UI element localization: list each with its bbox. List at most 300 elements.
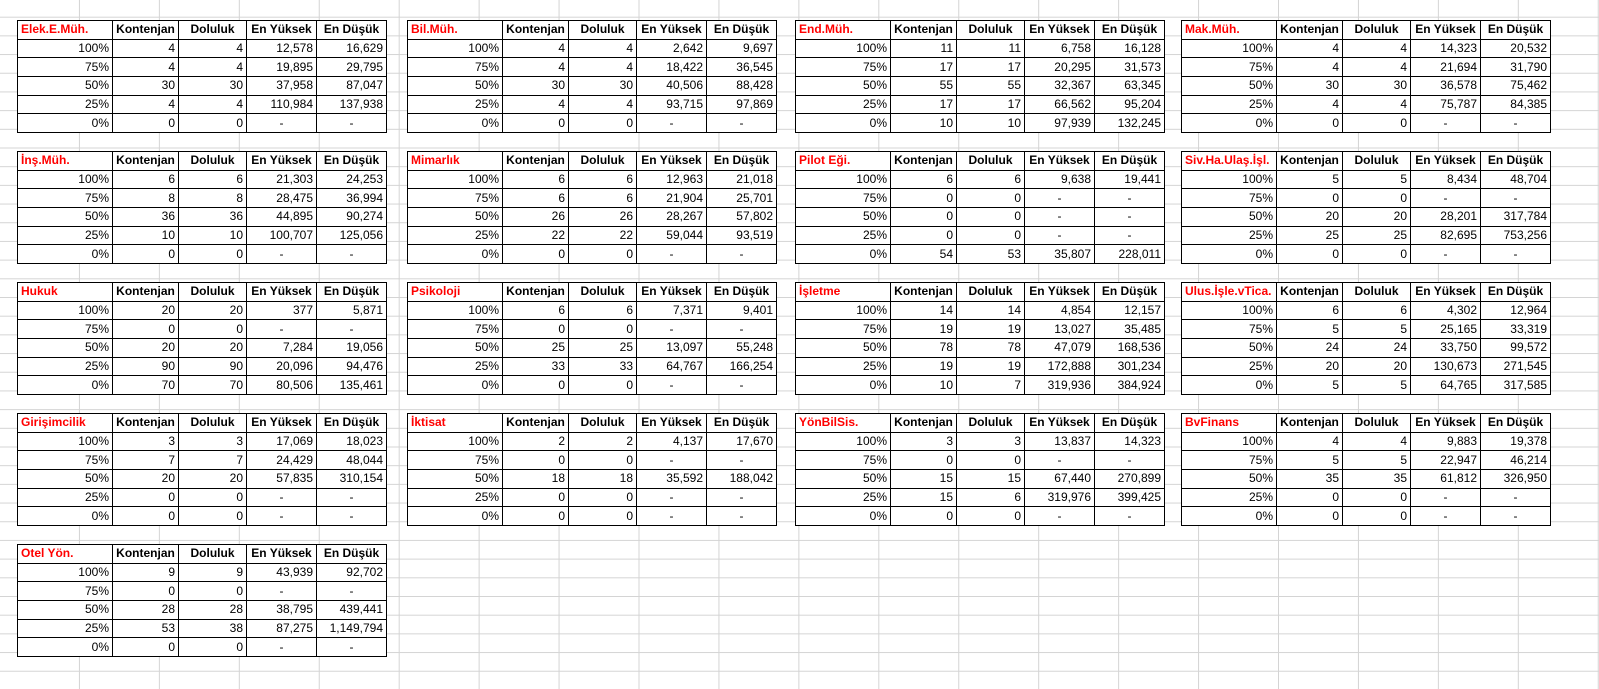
percentage-cell[interactable]: 100% [1182,39,1277,58]
value-cell[interactable]: - [1481,114,1551,133]
column-header-cell[interactable]: Kontenjan [113,152,179,171]
value-cell[interactable]: - [1411,507,1481,526]
value-cell[interactable]: 4 [503,95,569,114]
column-header-cell[interactable]: Kontenjan [1277,21,1343,40]
value-cell[interactable]: 0 [891,208,957,227]
percentage-cell[interactable]: 0% [408,114,503,133]
value-cell[interactable]: 84,385 [1481,95,1551,114]
column-header-cell[interactable]: En Yüksek [247,545,317,564]
value-cell[interactable]: 100,707 [247,226,317,245]
percentage-cell[interactable]: 50% [408,339,503,358]
value-cell[interactable]: 19 [957,320,1025,339]
value-cell[interactable]: 33 [569,357,637,376]
value-cell[interactable]: - [1411,189,1481,208]
value-cell[interactable]: 5 [1277,320,1343,339]
program-name-cell[interactable]: Mak.Müh. [1182,21,1277,40]
value-cell[interactable]: 0 [1277,114,1343,133]
value-cell[interactable]: 21,904 [637,189,707,208]
percentage-cell[interactable]: 75% [408,58,503,77]
value-cell[interactable]: 4 [1343,39,1411,58]
value-cell[interactable]: 75,462 [1481,77,1551,96]
value-cell[interactable]: 20 [1277,357,1343,376]
percentage-cell[interactable]: 75% [408,320,503,339]
value-cell[interactable]: 11 [891,39,957,58]
percentage-cell[interactable]: 100% [18,563,113,582]
value-cell[interactable]: 21,694 [1411,58,1481,77]
value-cell[interactable]: 19 [891,320,957,339]
percentage-cell[interactable]: 75% [796,189,891,208]
percentage-cell[interactable]: 0% [1182,507,1277,526]
value-cell[interactable]: 25,165 [1411,320,1481,339]
value-cell[interactable]: 14 [957,301,1025,320]
value-cell[interactable]: - [707,114,777,133]
value-cell[interactable]: - [637,245,707,264]
value-cell[interactable]: 13,027 [1025,320,1095,339]
percentage-cell[interactable]: 25% [1182,226,1277,245]
value-cell[interactable]: 377 [247,301,317,320]
value-cell[interactable]: 20 [179,470,247,489]
value-cell[interactable]: 12,963 [637,170,707,189]
value-cell[interactable]: 8 [179,189,247,208]
column-header-cell[interactable]: En Yüksek [1025,21,1095,40]
value-cell[interactable]: 0 [891,226,957,245]
percentage-cell[interactable]: 100% [408,170,503,189]
value-cell[interactable]: 14,323 [1095,432,1165,451]
column-header-cell[interactable]: Kontenjan [503,152,569,171]
value-cell[interactable]: 137,938 [317,95,387,114]
value-cell[interactable]: 78 [957,339,1025,358]
value-cell[interactable]: 132,245 [1095,114,1165,133]
column-header-cell[interactable]: Kontenjan [891,21,957,40]
value-cell[interactable]: 125,056 [317,226,387,245]
column-header-cell[interactable]: En Yüksek [1411,152,1481,171]
percentage-cell[interactable]: 25% [408,226,503,245]
program-name-cell[interactable]: Bil.Müh. [408,21,503,40]
value-cell[interactable]: 24,253 [317,170,387,189]
percentage-cell[interactable]: 25% [1182,95,1277,114]
value-cell[interactable]: 166,254 [707,357,777,376]
value-cell[interactable]: - [1025,226,1095,245]
percentage-cell[interactable]: 0% [796,376,891,395]
value-cell[interactable]: - [247,488,317,507]
value-cell[interactable]: 0 [569,451,637,470]
value-cell[interactable]: 7 [113,451,179,470]
value-cell[interactable]: 25 [1277,226,1343,245]
value-cell[interactable]: 0 [957,208,1025,227]
percentage-cell[interactable]: 100% [408,39,503,58]
value-cell[interactable]: 0 [179,245,247,264]
value-cell[interactable]: 43,939 [247,563,317,582]
value-cell[interactable]: 20 [1277,208,1343,227]
value-cell[interactable]: 29,795 [317,58,387,77]
value-cell[interactable]: - [637,114,707,133]
value-cell[interactable]: 14,323 [1411,39,1481,58]
value-cell[interactable]: 0 [1343,189,1411,208]
column-header-cell[interactable]: Doluluk [179,21,247,40]
value-cell[interactable]: 0 [503,245,569,264]
value-cell[interactable]: 19,378 [1481,432,1551,451]
percentage-cell[interactable]: 75% [796,320,891,339]
value-cell[interactable]: 0 [957,226,1025,245]
value-cell[interactable]: 30 [569,77,637,96]
value-cell[interactable]: 20 [1343,208,1411,227]
value-cell[interactable]: 4,302 [1411,301,1481,320]
value-cell[interactable]: 20 [179,301,247,320]
percentage-cell[interactable]: 50% [408,77,503,96]
value-cell[interactable]: 4 [113,39,179,58]
value-cell[interactable]: - [707,376,777,395]
program-name-cell[interactable]: Otel Yön. [18,545,113,564]
value-cell[interactable]: 63,345 [1095,77,1165,96]
value-cell[interactable]: 0 [1343,245,1411,264]
value-cell[interactable]: 0 [1277,245,1343,264]
value-cell[interactable]: 4 [179,39,247,58]
percentage-cell[interactable]: 50% [1182,470,1277,489]
value-cell[interactable]: 0 [503,376,569,395]
value-cell[interactable]: 5 [1277,451,1343,470]
value-cell[interactable]: 20 [113,470,179,489]
value-cell[interactable]: 4 [1343,58,1411,77]
value-cell[interactable]: 33,319 [1481,320,1551,339]
value-cell[interactable]: 6,758 [1025,39,1095,58]
value-cell[interactable]: - [247,320,317,339]
value-cell[interactable]: 70 [179,376,247,395]
percentage-cell[interactable]: 0% [796,114,891,133]
value-cell[interactable]: 46,214 [1481,451,1551,470]
value-cell[interactable]: 6 [113,170,179,189]
column-header-cell[interactable]: En Düşük [1481,21,1551,40]
column-header-cell[interactable]: En Düşük [317,545,387,564]
value-cell[interactable]: 35 [1343,470,1411,489]
percentage-cell[interactable]: 100% [408,432,503,451]
column-header-cell[interactable]: En Düşük [707,152,777,171]
percentage-cell[interactable]: 50% [408,208,503,227]
value-cell[interactable]: 0 [179,582,247,601]
value-cell[interactable]: 54 [891,245,957,264]
value-cell[interactable]: 6 [1277,301,1343,320]
percentage-cell[interactable]: 50% [408,470,503,489]
value-cell[interactable]: 32,367 [1025,77,1095,96]
percentage-cell[interactable]: 75% [1182,320,1277,339]
value-cell[interactable]: 9,883 [1411,432,1481,451]
value-cell[interactable]: 0 [569,507,637,526]
value-cell[interactable]: 35 [1277,470,1343,489]
percentage-cell[interactable]: 100% [1182,301,1277,320]
value-cell[interactable]: 36,994 [317,189,387,208]
value-cell[interactable]: 16,629 [317,39,387,58]
value-cell[interactable]: 99,572 [1481,339,1551,358]
value-cell[interactable]: 17 [957,95,1025,114]
value-cell[interactable]: 64,765 [1411,376,1481,395]
percentage-cell[interactable]: 50% [796,339,891,358]
value-cell[interactable]: 67,440 [1025,470,1095,489]
column-header-cell[interactable]: Kontenjan [1277,283,1343,302]
percentage-cell[interactable]: 0% [18,114,113,133]
value-cell[interactable]: 19 [957,357,1025,376]
value-cell[interactable]: - [1025,451,1095,470]
column-header-cell[interactable]: Doluluk [569,21,637,40]
column-header-cell[interactable]: En Yüksek [247,283,317,302]
value-cell[interactable]: 5,871 [317,301,387,320]
value-cell[interactable]: 22,947 [1411,451,1481,470]
column-header-cell[interactable]: Doluluk [957,283,1025,302]
percentage-cell[interactable]: 0% [796,245,891,264]
percentage-cell[interactable]: 100% [1182,170,1277,189]
value-cell[interactable]: 6 [569,170,637,189]
value-cell[interactable]: 0 [179,114,247,133]
value-cell[interactable]: 8 [113,189,179,208]
value-cell[interactable]: 19,895 [247,58,317,77]
percentage-cell[interactable]: 50% [18,601,113,620]
percentage-cell[interactable]: 50% [1182,339,1277,358]
value-cell[interactable]: 97,939 [1025,114,1095,133]
value-cell[interactable]: - [637,451,707,470]
program-name-cell[interactable]: Siv.Ha.Ulaş.İşl. [1182,152,1277,171]
value-cell[interactable]: 319,976 [1025,488,1095,507]
value-cell[interactable]: 4 [569,39,637,58]
value-cell[interactable]: 4 [503,58,569,77]
value-cell[interactable]: - [247,507,317,526]
percentage-cell[interactable]: 0% [18,638,113,657]
value-cell[interactable]: 0 [1343,114,1411,133]
value-cell[interactable]: 18,023 [317,432,387,451]
value-cell[interactable]: 4 [113,58,179,77]
percentage-cell[interactable]: 25% [408,488,503,507]
value-cell[interactable]: 4 [1277,39,1343,58]
value-cell[interactable]: 0 [113,245,179,264]
value-cell[interactable]: 30 [1277,77,1343,96]
value-cell[interactable]: 35,485 [1095,320,1165,339]
value-cell[interactable]: 301,234 [1095,357,1165,376]
value-cell[interactable]: 90 [113,357,179,376]
column-header-cell[interactable]: En Yüksek [1025,414,1095,433]
value-cell[interactable]: 5 [1343,451,1411,470]
value-cell[interactable]: 21,018 [707,170,777,189]
program-name-cell[interactable]: Elek.E.Müh. [18,21,113,40]
value-cell[interactable]: 12,964 [1481,301,1551,320]
value-cell[interactable]: 4,854 [1025,301,1095,320]
value-cell[interactable]: 44,895 [247,208,317,227]
percentage-cell[interactable]: 75% [408,189,503,208]
value-cell[interactable]: - [1095,507,1165,526]
program-name-cell[interactable]: YönBilSis. [796,414,891,433]
value-cell[interactable]: 38,795 [247,601,317,620]
value-cell[interactable]: 4 [1343,95,1411,114]
value-cell[interactable]: - [317,320,387,339]
value-cell[interactable]: - [247,245,317,264]
value-cell[interactable]: 78 [891,339,957,358]
value-cell[interactable]: 95,204 [1095,95,1165,114]
value-cell[interactable]: - [247,582,317,601]
value-cell[interactable]: 15 [957,470,1025,489]
value-cell[interactable]: 0 [569,488,637,507]
value-cell[interactable]: 0 [957,451,1025,470]
value-cell[interactable]: 21,303 [247,170,317,189]
value-cell[interactable]: - [1411,488,1481,507]
percentage-cell[interactable]: 75% [796,451,891,470]
value-cell[interactable]: 57,802 [707,208,777,227]
column-header-cell[interactable]: Kontenjan [891,414,957,433]
value-cell[interactable]: 0 [503,451,569,470]
column-header-cell[interactable]: Kontenjan [1277,414,1343,433]
value-cell[interactable]: 48,704 [1481,170,1551,189]
percentage-cell[interactable]: 25% [796,488,891,507]
value-cell[interactable]: 15 [891,488,957,507]
value-cell[interactable]: - [637,376,707,395]
percentage-cell[interactable]: 25% [796,226,891,245]
value-cell[interactable]: 19,441 [1095,170,1165,189]
value-cell[interactable]: 26 [569,208,637,227]
percentage-cell[interactable]: 0% [796,507,891,526]
value-cell[interactable]: 317,585 [1481,376,1551,395]
value-cell[interactable]: 384,924 [1095,376,1165,395]
value-cell[interactable]: 0 [113,114,179,133]
value-cell[interactable]: - [707,245,777,264]
value-cell[interactable]: 30 [179,77,247,96]
value-cell[interactable]: 0 [891,507,957,526]
column-header-cell[interactable]: Doluluk [179,152,247,171]
value-cell[interactable]: 12,578 [247,39,317,58]
value-cell[interactable]: 19,056 [317,339,387,358]
column-header-cell[interactable]: Kontenjan [503,283,569,302]
percentage-cell[interactable]: 75% [18,582,113,601]
percentage-cell[interactable]: 0% [18,507,113,526]
value-cell[interactable]: 3 [891,432,957,451]
program-name-cell[interactable]: Mimarlık [408,152,503,171]
percentage-cell[interactable]: 0% [408,507,503,526]
value-cell[interactable]: 0 [957,189,1025,208]
value-cell[interactable]: 0 [113,507,179,526]
column-header-cell[interactable]: Kontenjan [113,21,179,40]
program-name-cell[interactable]: Girişimcilik [18,414,113,433]
value-cell[interactable]: 2 [569,432,637,451]
column-header-cell[interactable]: En Yüksek [247,414,317,433]
value-cell[interactable]: 12,157 [1095,301,1165,320]
value-cell[interactable]: 168,536 [1095,339,1165,358]
column-header-cell[interactable]: Doluluk [1343,414,1411,433]
value-cell[interactable]: - [707,507,777,526]
column-header-cell[interactable]: En Düşük [707,283,777,302]
program-name-cell[interactable]: BvFinans [1182,414,1277,433]
value-cell[interactable]: 310,154 [317,470,387,489]
value-cell[interactable]: 17,670 [707,432,777,451]
column-header-cell[interactable]: Kontenjan [891,152,957,171]
value-cell[interactable]: 10 [891,376,957,395]
value-cell[interactable]: 13,097 [637,339,707,358]
column-header-cell[interactable]: En Yüksek [1411,414,1481,433]
value-cell[interactable]: 17 [891,95,957,114]
value-cell[interactable]: 38 [179,619,247,638]
value-cell[interactable]: 88,428 [707,77,777,96]
column-header-cell[interactable]: Doluluk [1343,152,1411,171]
percentage-cell[interactable]: 50% [1182,208,1277,227]
value-cell[interactable]: - [317,507,387,526]
value-cell[interactable]: 5 [1343,170,1411,189]
value-cell[interactable]: 35,592 [637,470,707,489]
value-cell[interactable]: 0 [503,320,569,339]
value-cell[interactable]: 1,149,794 [317,619,387,638]
value-cell[interactable]: 30 [113,77,179,96]
percentage-cell[interactable]: 100% [796,432,891,451]
value-cell[interactable]: 28,267 [637,208,707,227]
column-header-cell[interactable]: En Düşük [1095,152,1165,171]
value-cell[interactable]: 0 [113,638,179,657]
value-cell[interactable]: 0 [113,488,179,507]
value-cell[interactable]: 30 [1343,77,1411,96]
value-cell[interactable]: - [707,320,777,339]
value-cell[interactable]: 6 [503,170,569,189]
percentage-cell[interactable]: 0% [408,376,503,395]
value-cell[interactable]: 16,128 [1095,39,1165,58]
value-cell[interactable]: 3 [113,432,179,451]
program-name-cell[interactable]: Ulus.İşle.vTica. [1182,283,1277,302]
column-header-cell[interactable]: Doluluk [569,414,637,433]
percentage-cell[interactable]: 25% [18,619,113,638]
percentage-cell[interactable]: 25% [18,357,113,376]
value-cell[interactable]: - [1025,189,1095,208]
value-cell[interactable]: - [317,488,387,507]
percentage-cell[interactable]: 100% [796,39,891,58]
value-cell[interactable]: 92,702 [317,563,387,582]
value-cell[interactable]: 93,715 [637,95,707,114]
value-cell[interactable]: 7 [957,376,1025,395]
value-cell[interactable]: 18,422 [637,58,707,77]
percentage-cell[interactable]: 100% [18,170,113,189]
value-cell[interactable]: 55 [957,77,1025,96]
column-header-cell[interactable]: Doluluk [569,152,637,171]
percentage-cell[interactable]: 75% [18,58,113,77]
value-cell[interactable]: - [317,114,387,133]
value-cell[interactable]: 0 [569,114,637,133]
value-cell[interactable]: 61,812 [1411,470,1481,489]
program-name-cell[interactable]: Psikoloji [408,283,503,302]
value-cell[interactable]: 0 [569,245,637,264]
value-cell[interactable]: 17 [891,58,957,77]
value-cell[interactable]: - [247,638,317,657]
value-cell[interactable]: 20 [179,339,247,358]
value-cell[interactable]: 0 [179,488,247,507]
column-header-cell[interactable]: Doluluk [957,21,1025,40]
column-header-cell[interactable]: Doluluk [179,414,247,433]
value-cell[interactable]: 19 [891,357,957,376]
value-cell[interactable]: 4 [113,95,179,114]
value-cell[interactable]: 36,578 [1411,77,1481,96]
percentage-cell[interactable]: 50% [1182,77,1277,96]
percentage-cell[interactable]: 100% [408,301,503,320]
value-cell[interactable]: 22 [503,226,569,245]
value-cell[interactable]: 5 [1343,320,1411,339]
percentage-cell[interactable]: 0% [18,245,113,264]
value-cell[interactable]: 0 [503,488,569,507]
value-cell[interactable]: 9,401 [707,301,777,320]
value-cell[interactable]: 5 [1277,170,1343,189]
value-cell[interactable]: 28 [113,601,179,620]
value-cell[interactable]: 228,011 [1095,245,1165,264]
value-cell[interactable]: 6 [503,189,569,208]
value-cell[interactable]: 48,044 [317,451,387,470]
column-header-cell[interactable]: En Yüksek [247,21,317,40]
percentage-cell[interactable]: 25% [796,357,891,376]
value-cell[interactable]: 53 [113,619,179,638]
program-name-cell[interactable]: İktisat [408,414,503,433]
value-cell[interactable]: 24 [1343,339,1411,358]
column-header-cell[interactable]: En Yüksek [1025,283,1095,302]
value-cell[interactable]: 9,638 [1025,170,1095,189]
value-cell[interactable]: 17,069 [247,432,317,451]
value-cell[interactable]: 57,835 [247,470,317,489]
value-cell[interactable]: 15 [891,470,957,489]
percentage-cell[interactable]: 75% [1182,58,1277,77]
